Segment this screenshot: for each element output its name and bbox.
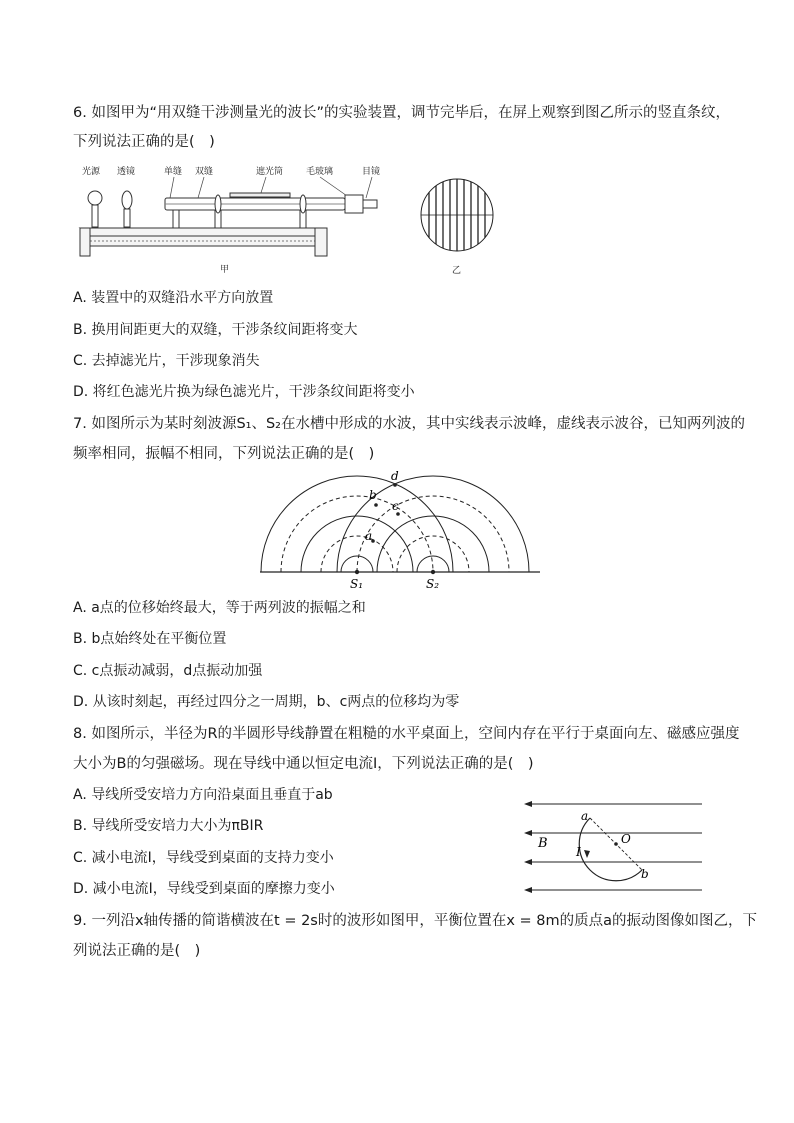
q8-option-c: C. 减小电流I，导线受到桌面的支持力变小 [73,850,334,866]
point-a-label: a [365,529,373,543]
q6-caption-b: 乙 [452,266,462,275]
q6-option-d: D. 将红色滤光片换为绿色滤光片，干涉条纹间距将变小 [73,384,415,400]
q7-option-d: D. 从该时刻起，再经过四分之一周期，b、c两点的位移均为零 [73,694,460,710]
q6-stem-line1: 6. 如图甲为“用双缝干涉测量光的波长”的实验装置，调节完毕后，在屏上观察到图乙所示的竖直条纹， [73,105,730,121]
q6-fringe-figure [412,175,502,275]
label-double-slit: 双缝 [195,167,214,177]
point-b-label: b [369,488,377,502]
point-d-label: d [391,469,399,483]
label-eyepiece: 目镜 [362,167,381,177]
q8-option-a: A. 导线所受安培力方向沿桌面且垂直于ab [73,787,333,803]
q7-option-b: B. b点始终处在平衡位置 [73,631,227,647]
q8-stem-line1: 8. 如图所示，半径为R的半圆形导线静置在粗糙的水平桌面上，空间内存在平行于桌面向左、磁感应强度 [73,726,740,742]
label-lens: 透镜 [117,167,136,177]
point-c-label: c [392,499,399,513]
q7-stem-line1: 7. 如图所示为某时刻波源S₁、S₂在水槽中形成的水波，其中实线表示波峰，虚线表示波谷，已知两列波的 [73,416,745,432]
label-screen: 毛玻璃 [306,167,334,177]
q8-field-figure [520,796,710,900]
label-light-source: 光源 [82,167,101,177]
q6-option-c: C. 去掉滤光片，干涉现象消失 [73,353,260,369]
q6-caption-a: 甲 [220,265,230,275]
q8-label-O: O [621,832,631,846]
q7-wave-figure [255,468,545,592]
q8-option-b: B. 导线所受安培力大小为πBIR [73,818,264,834]
q6-stem-line2: 下列说法正确的是( ) [73,134,215,150]
q6-option-a: A. 装置中的双缝沿水平方向放置 [73,290,274,306]
source-s1-label: S₁ [350,577,364,591]
q8-label-b: b [641,867,649,881]
q8-label-B: B [538,836,548,851]
label-tube: 遮光筒 [256,167,284,177]
q7-option-c: C. c点振动减弱，d点振动加强 [73,663,263,679]
q8-label-I: I [576,845,581,859]
q8-label-a: a [581,809,589,823]
q8-option-d: D. 减小电流I，导线受到桌面的摩擦力变小 [73,881,335,897]
q7-option-a: A. a点的位移始终最大，等于两列波的振幅之和 [73,600,366,616]
q8-stem-line2: 大小为B的匀强磁场。现在导线中通以恒定电流I，下列说法正确的是( ) [73,756,534,772]
q6-apparatus-figure [70,160,400,275]
q9-stem-line1: 9. 一列沿x轴传播的简谐横波在t = 2s时的波形如图甲，平衡位置在x = 8m的质点a的振动图像如图乙，下 [73,913,758,929]
label-single-slit: 单缝 [164,167,183,177]
q7-stem-line2: 频率相同，振幅不相同，下列说法正确的是( ) [73,446,375,462]
q9-stem-line2: 列说法正确的是( ) [73,943,201,959]
source-s2-label: S₂ [426,577,440,591]
q6-option-b: B. 换用间距更大的双缝，干涉条纹间距将变大 [73,322,358,338]
